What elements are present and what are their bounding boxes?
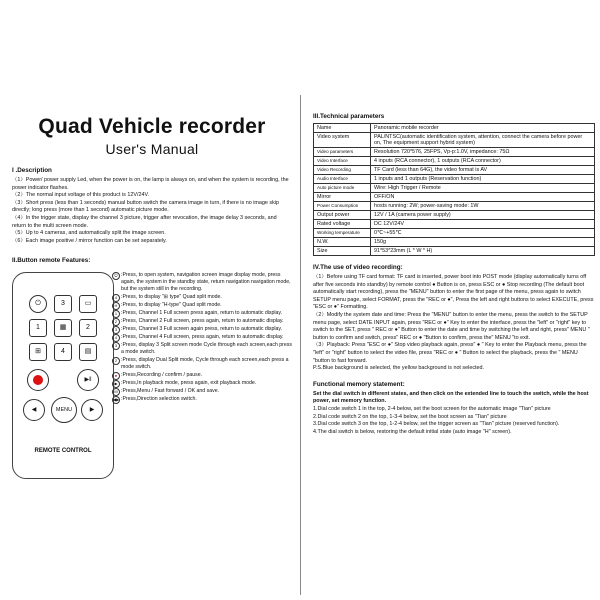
tech-row (314, 220, 595, 229)
tech-row-value: 0℃~+55℃ (371, 229, 595, 238)
tech-row-key: Video Recording (314, 166, 371, 175)
video-paragraph: （2）Modify the system date and time: Press the "MENU" button to enter the menu, press the switch to the SETUP menu page, select DATE INPUT again, press "REC or ●" Key to enter the interface, press the "left" or "right" key to switch to the SET, press " REC or ●" Button to enter the date and time by switching the left and right, press" MENU " button to confirm and switch, press" REC or ● "Button to confirm, press the" MENU "to exit. (313, 311, 590, 341)
manual-title: Quad Vehicle recorder (38, 115, 266, 138)
play-icon: ▶ (112, 380, 120, 388)
video-paragraph: （3）Playback: Press "ESC or ●" Stop video playback again, press" ● " Key to enter the Playback menu, press the "left" or "right" button to select the video file, press "REC or ● " Button to select the playback, press the " MENU "button to fast forward. (313, 342, 587, 364)
triple-split-icon: 3 (112, 342, 120, 350)
tech-row-key: Video Interface (314, 157, 371, 166)
channel-1-icon: 1 (112, 310, 120, 318)
tech-row-value: Wire: High Trigger / Remote (371, 184, 595, 193)
tech-row (314, 211, 595, 220)
tech-row-value: 91*53*23mm (L * W * H) (371, 247, 595, 256)
menu-icon: M (112, 388, 120, 396)
remote-function-list (112, 272, 296, 404)
tech-row-key: Audio Interface (314, 175, 371, 184)
description-paragraph: （5）Up to 4 cameras, and automatically split the image screen. (12, 230, 166, 237)
tech-row-value: 150g (371, 238, 595, 247)
record-button (27, 369, 49, 391)
tech-row (314, 193, 595, 202)
tech-row-key: Video parameters (314, 148, 371, 157)
function-item: H :Press, to display "H-type" Quad split mode. (112, 302, 296, 309)
tech-row (314, 166, 595, 175)
direction-icon: ◀▶ (113, 397, 120, 402)
tech-row-key: Auto picture mode (314, 184, 371, 193)
channel-4-button: 4 (54, 343, 72, 361)
tech-row-key: N.W. (314, 238, 371, 247)
tech-row-value: 12V / 1A (camera power supply) (371, 211, 595, 220)
function-item: 2 :Press, display Dual Split mode, Cycle through each screen,each press a mode switch. (112, 357, 296, 371)
functional-heading: Functional memory statement: (313, 380, 405, 388)
tech-row-value: Panoramic mobile recorder (371, 124, 595, 133)
tech-row-key: Mirror (314, 193, 371, 202)
channel-3-button: 3 (54, 295, 72, 313)
tech-row-value: hosts running: 2W; power-saving mode: 1W (371, 202, 595, 211)
description-heading: I .Description (12, 167, 52, 174)
quad-grid-icon: 4 (112, 294, 120, 302)
right-page (301, 95, 600, 595)
tech-row (314, 124, 595, 133)
left-arrow-button-icon: ◀ (23, 399, 45, 421)
tech-row-value: 1 inputs and 1 outputs (Reservation function) (371, 175, 595, 184)
functional-intro: Set the dial switch in different states, and then click on the extended line to touch the switch, while the host power, set memory function. (313, 390, 589, 405)
function-item: M :Press,Menu / Fast forward / OK and save. (112, 388, 296, 395)
tech-row (314, 202, 595, 211)
power-icon: ⏻ (112, 272, 120, 280)
tech-row (314, 229, 595, 238)
description-paragraph: （2）The normal input voltage of this product is 12V/24V. (12, 192, 150, 199)
dual-split-icon: 2 (112, 357, 120, 365)
remote-control-illustration (12, 272, 114, 479)
channel-2-button: 2 (79, 319, 97, 337)
channel-2-icon: 2 (112, 318, 120, 326)
right-arrow-button-icon: ▶ (81, 399, 103, 421)
tech-row (314, 238, 595, 247)
tech-row-key: Video system (314, 133, 371, 148)
function-item: 4 :Press, to display "⊞ type" Quad split mode. (112, 294, 296, 301)
remote-control-label: REMOTE CONTROL (34, 448, 92, 454)
h-mode-button: ▦ (54, 319, 72, 337)
quad-mode-button: ▭ (79, 295, 97, 313)
tech-heading: III.Technical parameters (313, 113, 385, 120)
tech-row (314, 133, 595, 148)
tech-row (314, 148, 595, 157)
function-item: 2 :Press, Channel 2 Full screen, press again, return to automatic display. (112, 318, 296, 325)
tech-parameters-table (313, 123, 595, 256)
functional-item: 4.The dial switch is below, restoring the default initial state (auto image "H" screen). (313, 428, 512, 435)
tech-row-value: TF Card (less than 64G), the video format is AV (371, 166, 595, 175)
playback-button-icon: ▶‖ (77, 369, 99, 391)
dual-mode-button: ▤ (79, 343, 97, 361)
tech-row-value: 4 inputs (RCA connector), 1 outputs (RCA connector) (371, 157, 595, 166)
split-mode-button: ⊞ (29, 343, 47, 361)
functional-item: 1.Dial code switch 1 in the top, 2-4 below, set the boot screen for the automatic image "Tian" picture (313, 405, 551, 412)
functional-item: 3.Dial code switch 3 on the top, 1-2-4 below, set the trigger screen as "Tian" picture (reserved function). (313, 421, 560, 428)
tech-row (314, 175, 595, 184)
tech-row-key: Rated voltage (314, 220, 371, 229)
tech-row-key: Name (314, 124, 371, 133)
video-heading: IV.The use of video recording: (313, 264, 403, 271)
menu-button: MENU (51, 397, 77, 423)
tech-row (314, 184, 595, 193)
description-paragraph: （6）Each image positive / mirror function can be set separately. (12, 237, 167, 244)
h-grid-icon: H (112, 302, 120, 310)
description-paragraph: （3）Short press (less than 1 seconds) manual button switch the camera image in turn, if there is no image skip directly; long press (more than 1 second) automatic picture mode. (12, 199, 279, 214)
tech-row-key: Working temperature (314, 229, 371, 238)
function-item: 1 :Press, Channel 1 Full screen press again, return to automatic display. (112, 310, 296, 317)
remote-heading: II.Button remote Features: (12, 257, 91, 265)
function-item: 3 :Press, display 3 Split screen mode Cycle through each screen,each press a mode switch. (112, 342, 296, 356)
channel-4-icon: 4 (112, 334, 120, 342)
description-paragraph: （1）Power/ power supply Led, when the power is on, the lamp is always on, and when the system is recording, the power indicator flashes. (12, 177, 289, 191)
tech-row-key: Size (314, 247, 371, 256)
record-icon: ● (112, 372, 120, 380)
tech-row-value: DC 12V/24V (371, 220, 595, 229)
manual-subtitle: User's Manual (105, 141, 199, 157)
video-paragraph: （1）Before using TF card format: TF card is inserted, power boot into POST mode (display automatically turns off after five seconds into standby) by remote control ● Button is on, press ESC or ● Stop recording (The default boot automatically start recording), press the "MENU" button to enter the first page of the menu, press again to switch SETUP menu page, select FORMAT, press the "REC or ●", Press the left and right buttons to select EXECUTE, press "ESC or ●" Formatting. (313, 274, 594, 311)
function-item: 4 :Press, Channel 4 Full screen, press again, return to automatic display. (112, 334, 296, 341)
function-item: ◀▶ :Press,Direction selection switch. (113, 396, 197, 402)
tech-row-key: Power Consumption (314, 202, 371, 211)
tech-row (314, 157, 595, 166)
functional-item: 2.Dial code switch 2 on the top, 1-3-4 below, set the boot screen as "Tian" picture (313, 413, 507, 420)
tech-row (314, 247, 595, 256)
video-paragraph: P.S.Blue background is selected, the yellow background is not selected. (313, 365, 485, 372)
function-item: 3 :Press, Channel 3 Full screen again press, return to automatic display. (112, 326, 296, 333)
description-paragraph: （4）In the trigger state, display the channel 3 picture, trigger after revocation, the image delay 3 seconds, and return to the multi screen mode. (12, 214, 277, 229)
tech-row-key: Output power (314, 211, 371, 220)
function-item: ⏻ :Press, to open system, navigation screen image display mode, press again, the system in the standby state, return navigation navigation mode, but the system still in the recording. (112, 272, 296, 293)
function-item: ▶ :Press,In playback mode, press again, exit playback mode. (112, 380, 296, 387)
tech-row-value: OFF/ON (371, 193, 595, 202)
tech-row-value: Resolution 720*576, 25FPS, Vp-p:1.0V, impedance: 75Ω (371, 148, 595, 157)
record-dot-icon (33, 375, 43, 385)
channel-3-icon: 3 (112, 326, 120, 334)
tech-row-value: PAL/NTSC(automatic identification system, attention, connect the camera before power on, The equipment support hybrid system) (371, 133, 595, 148)
power-button-icon: ⏻ (29, 295, 47, 313)
channel-1-button: 1 (29, 319, 47, 337)
function-item: ● :Press,Recording / confirm / pause. (112, 372, 296, 379)
